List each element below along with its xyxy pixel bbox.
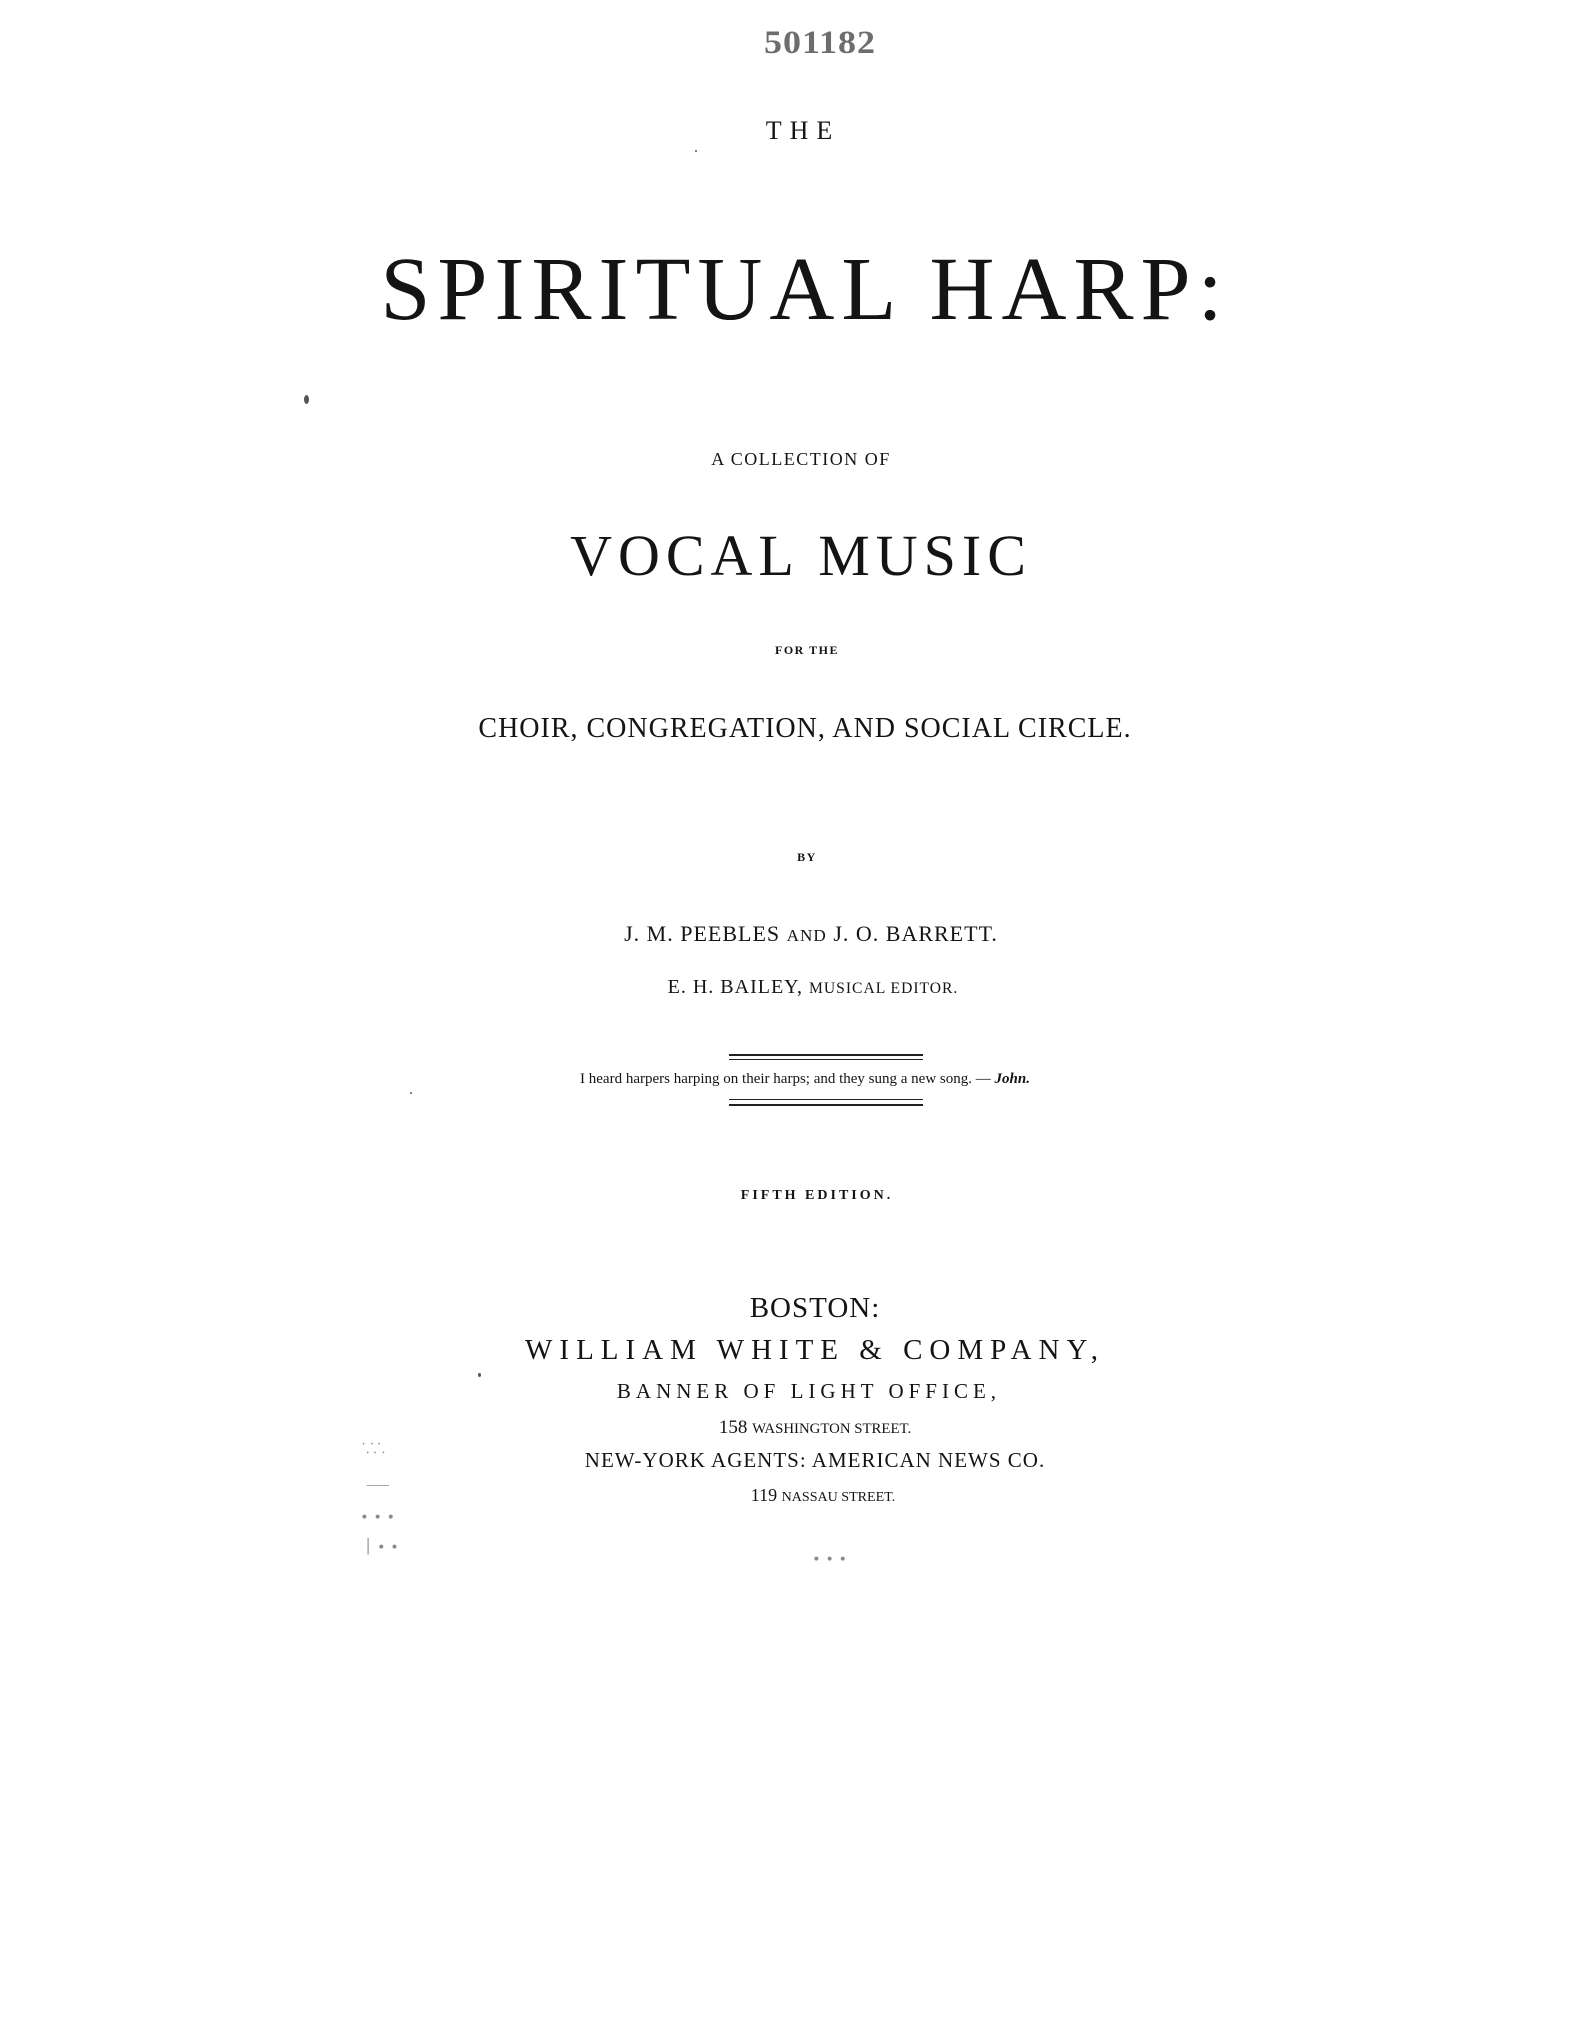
edition-statement: FIFTH EDITION. [740,1188,894,1203]
epigraph-rule-bottom-thin [729,1099,923,1100]
authors-conjunction: AND [786,926,827,945]
subtitle-collection-of: A COLLECTION OF [711,449,891,469]
agents-address-number: 119 [750,1485,778,1505]
epigraph-source: John. [994,1071,1030,1087]
scan-smudge: │ ∙ ∙ [364,1539,399,1555]
authors-line [26,923,1570,945]
subtitle-vocal-music: VOCAL MUSIC [570,523,1032,588]
imprint-publisher: WILLIAM WHITE & COMPANY, [525,1334,1105,1366]
author-barrett: J. O. BARRETT. [833,921,998,946]
imprint-office-address [30,1418,1570,1437]
epigraph [20,1072,1570,1087]
epigraph-rule-top-thin [729,1059,923,1060]
imprint-agents-address [38,1486,1570,1504]
scan-smudge: ⸺ [366,1477,390,1493]
library-stamp: 501182 [763,24,876,61]
scan-smudge: ⸪⸫ [362,1441,385,1457]
office-address-number: 158 [718,1417,748,1438]
book-title: SPIRITUAL HARP: [380,240,1230,339]
epigraph-rule-bottom [729,1104,923,1106]
scan-speck [304,395,309,404]
editor-line [28,977,1570,997]
editor-role: MUSICAL EDITOR. [809,980,959,997]
office-address-street: WASHINGTON STREET. [752,1421,912,1437]
imprint-office: BANNER OF LIGHT OFFICE, [616,1379,1002,1403]
epigraph-text: I heard harpers harping on their harps; and they sung a new song. — [580,1071,991,1087]
subtitle-for-the: FOR THE [775,643,839,657]
subtitle-audience: CHOIR, CONGREGATION, AND SOCIAL CIRCLE. [478,713,1132,744]
author-peebles: J. M. PEEBLES [624,921,781,946]
scan-speck [478,1373,481,1377]
imprint-city: BOSTON: [749,1292,881,1324]
scan-smudge: ∙ ∙ ∙ [360,1509,396,1525]
byline-label: BY [797,850,817,864]
scan-smudge: ∙ ∙ ∙ [812,1551,848,1567]
title-article: THE [765,116,841,145]
imprint-agents: NEW-YORK AGENTS: AMERICAN NEWS CO. [584,1448,1046,1472]
scan-speck [410,1092,412,1094]
scan-speck [695,150,697,152]
agents-address-street: NASSAU STREET. [781,1489,896,1505]
editor-name: E. H. BAILEY, [667,976,804,998]
epigraph-rule-top [729,1054,923,1056]
